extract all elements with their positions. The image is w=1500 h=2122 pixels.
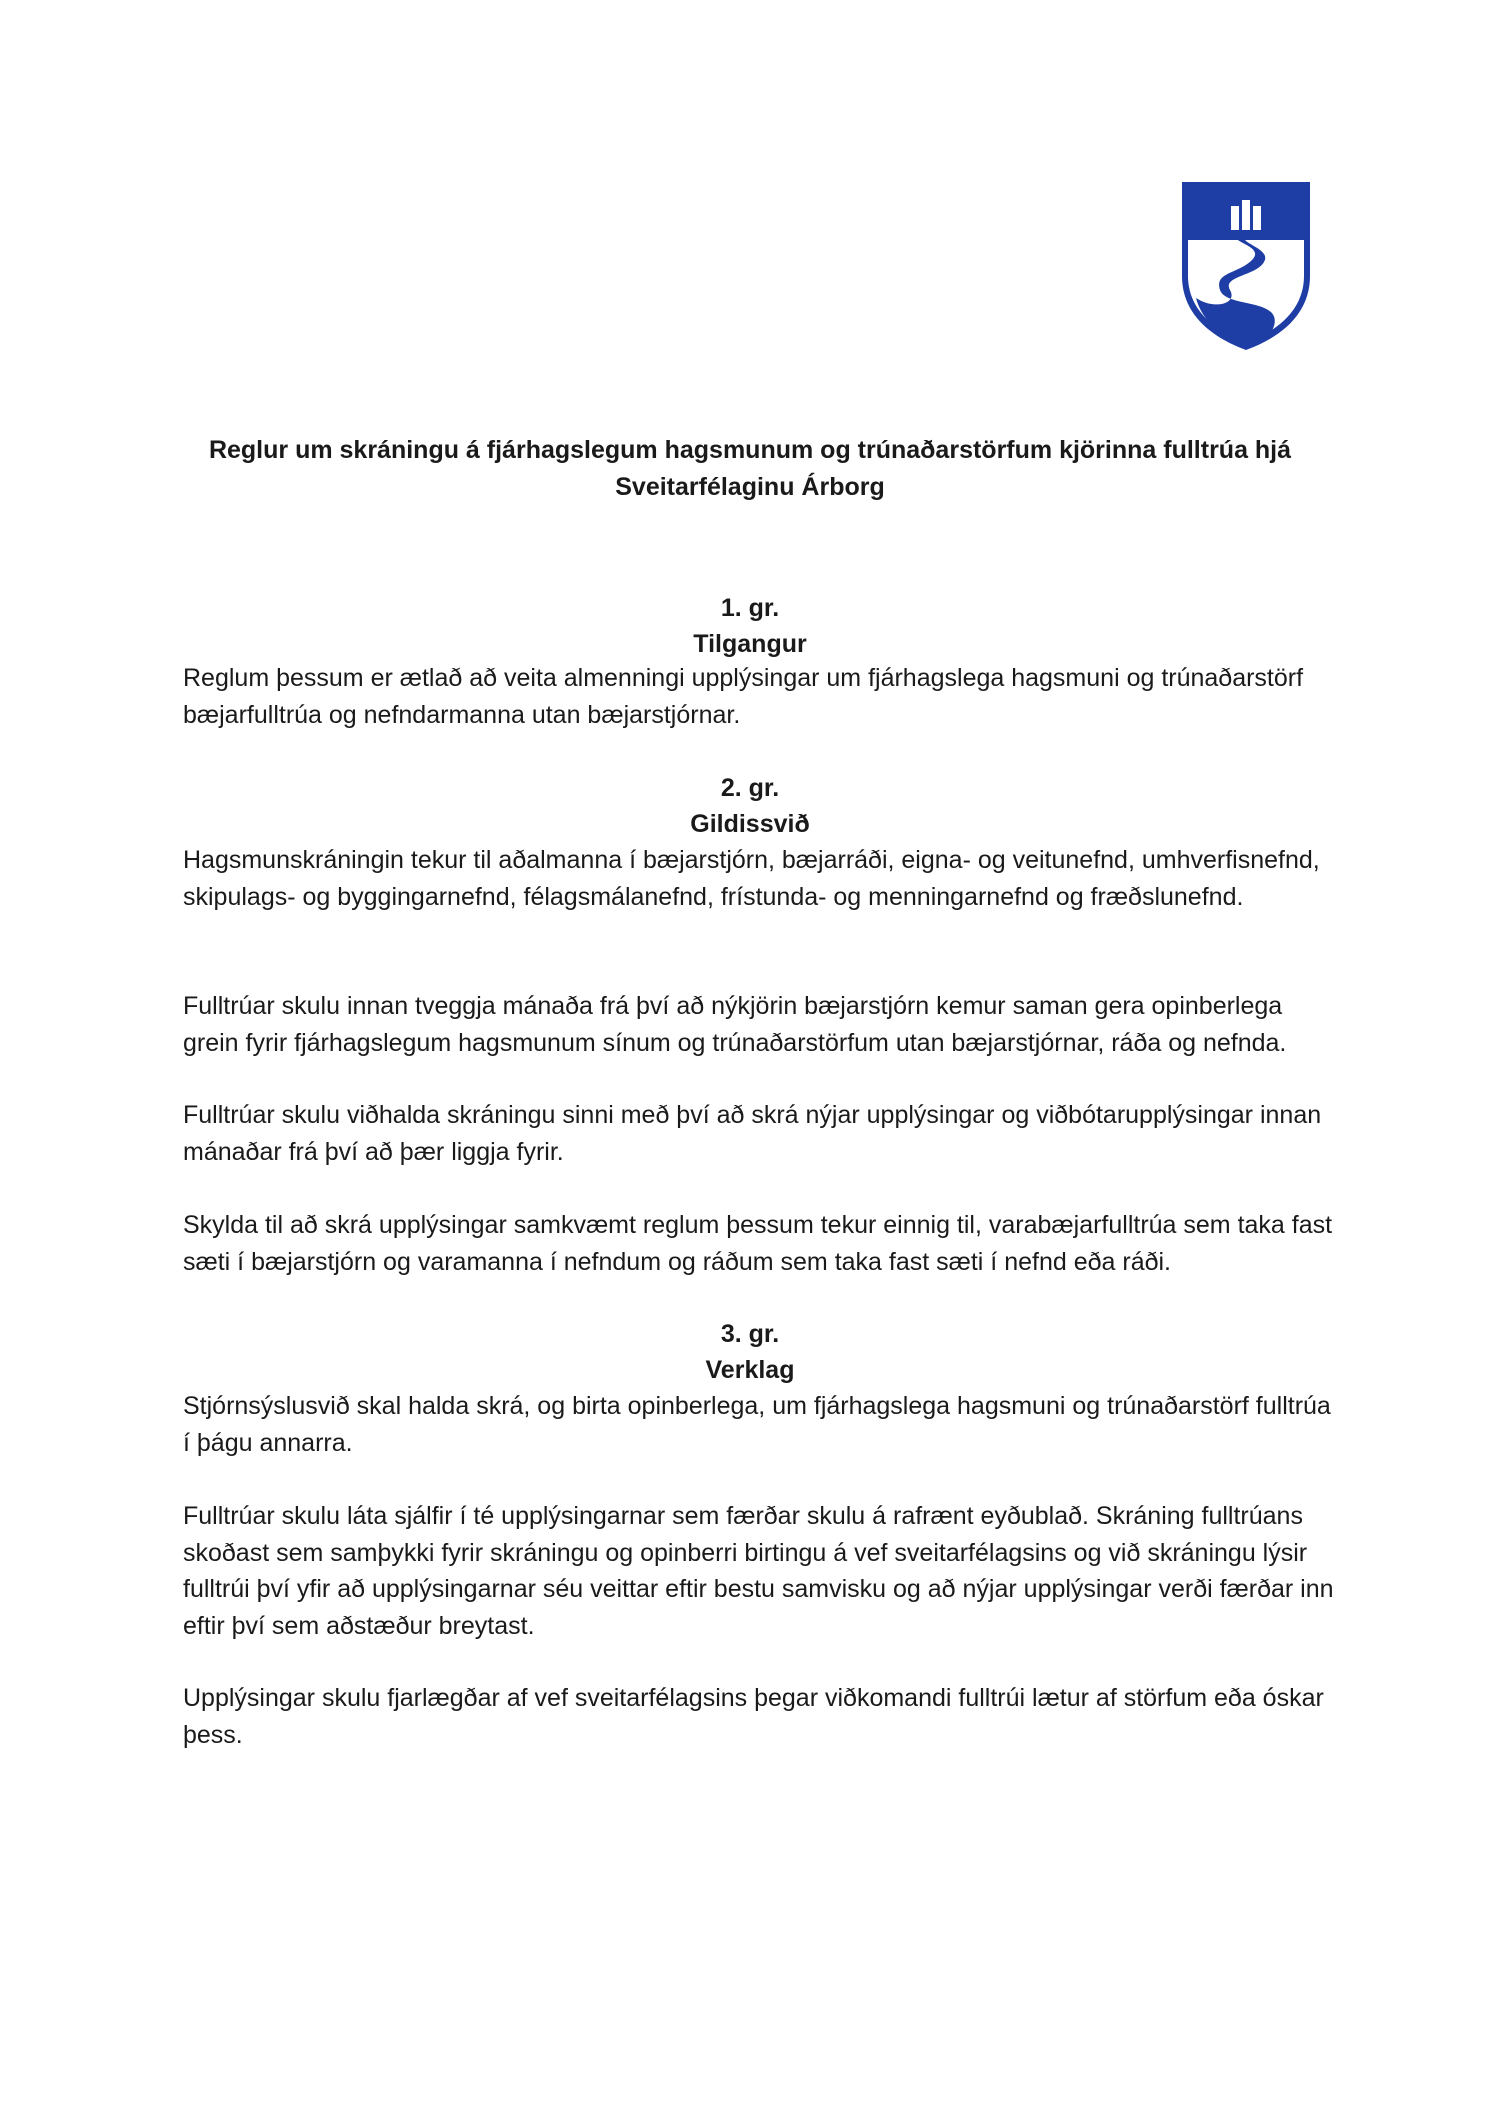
section-2-paragraph-4 xyxy=(183,1207,1343,1280)
section-3-heading: Verklag xyxy=(705,1356,795,1384)
paragraph: Skylda til að skrá upplýsingar samkvæmt reglum þessum tekur einnig til, varabæjarfulltrúa sem taka fast sæti í bæjarstjórn og varamanna í nefndum og ráðum sem taka fast sæti í nefnd eða ráði. xyxy=(183,1211,1333,1276)
section-1-heading: Tilgangur xyxy=(693,630,807,658)
section-2-number: 2. gr. xyxy=(720,774,780,802)
section-1-body xyxy=(183,660,1343,733)
section-2-heading: Gildissvið xyxy=(690,810,810,838)
paragraph: Stjórnsýslusvið skal halda skrá, og birta opinberlega, um fjárhagslega hagsmuni og trúnaðarstörf fulltrúa í þágu annarra. xyxy=(183,1392,1331,1457)
section-1-number: 1. gr. xyxy=(720,594,780,622)
paragraph: Reglum þessum er ætlað að veita almenningi upplýsingar um fjárhagslega hagsmuni og trúnaðarstörf bæjarfulltrúa og nefndarmanna utan bæjarstjórnar. xyxy=(183,664,1304,729)
section-2-paragraph-2 xyxy=(183,988,1343,1061)
section-2-paragraph-3 xyxy=(183,1097,1343,1170)
arborg-coat-of-arms-icon xyxy=(1180,180,1312,352)
paragraph: Fulltrúar skulu láta sjálfir í té upplýsingarnar sem færðar skulu á rafrænt eyðublað. Skráning fulltrúans skoðast sem samþykki fyrir skráningu og opinberri birtingu á vef sveitarfélagsins og við skráningu lýsir fulltrúi því yfir að upplýsingarnar séu veittar eftir bestu samvisku og að nýjar upplýsingar verði færðar inn eftir því sem aðstæður breytast. xyxy=(183,1502,1334,1640)
paragraph: Fulltrúar skulu viðhalda skráningu sinni með því að skrá nýjar upplýsingar og viðbótarupplýsingar innan mánaðar frá því að þær liggja fyrir. xyxy=(183,1101,1322,1166)
section-3-number: 3. gr. xyxy=(720,1320,780,1348)
paragraph: Upplýsingar skulu fjarlægðar af vef sveitarfélagsins þegar viðkomandi fulltrúi lætur af störfum eða óskar þess. xyxy=(183,1684,1324,1749)
section-3-paragraph-3 xyxy=(183,1680,1343,1753)
section-3-paragraph-1 xyxy=(183,1388,1343,1461)
paragraph: Fulltrúar skulu innan tveggja mánaða frá því að nýkjörin bæjarstjórn kemur saman gera opinberlega grein fyrir fjárhagslegum hagsmunum sínum og trúnaðarstörfum utan bæjarstjórnar, ráða og nefnda. xyxy=(183,992,1287,1057)
document-title: Reglur um skráningu á fjárhagslegum hagsmunum og trúnaðarstörfum kjörinna fulltrúa hjá Sveitarfélaginu Árborg xyxy=(208,436,1292,501)
section-2-paragraph-1 xyxy=(183,842,1343,915)
paragraph: Hagsmunskráningin tekur til aðalmanna í bæjarstjórn, bæjarráði, eigna- og veitunefnd, umhverfisnefnd, skipulags- og byggingarnefnd, félagsmálanefnd, frístunda- og menningarnefnd og fræðslunefnd. xyxy=(183,846,1320,911)
section-3-paragraph-2 xyxy=(183,1498,1343,1644)
